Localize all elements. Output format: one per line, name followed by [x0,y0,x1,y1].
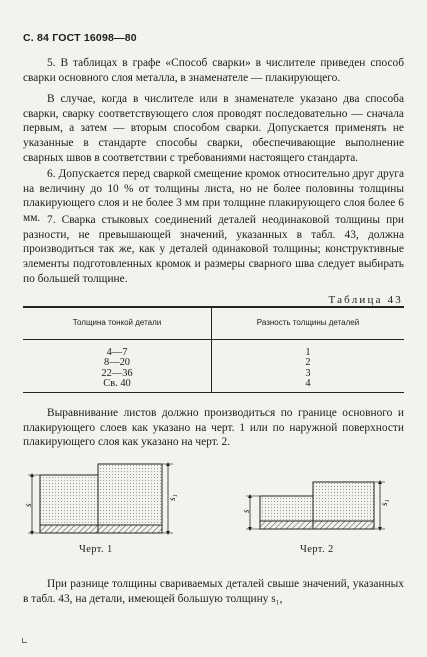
table-cell: 2 [305,357,311,369]
paragraph-6: 6. Допускается перед сваркой смещение кромок относительно друг друга на величину до 10 % от толщины листа, но не более половины толщины плакирующего слоя и не более 3 мм при толщине плакирующего слоя более 6 мм. [23,168,404,225]
paragraph-7: 7. Сварка стыковых соединений деталей неодинаковой толщины при разности, не превышающей значений, указанных в табл. 43, должна производиться так же, как у деталей одинаковой толщины; конструктивные элементы подготовленных кромок и размеры сварного шва следует выбирать по большей толщине. [23,214,404,285]
table-cell: 4—7 [106,347,128,358]
fig2-dim-s: s [241,509,251,513]
table-header-thin-part: Толщина тонкой детали [72,318,162,327]
figure-caption-2: Черт. 2 [300,544,334,555]
paragraph-5-continued: В случае, когда в числителе или в знаменателе указано два способа сварки, сварку соответствующего слоя проводят последовательно — сначала первым, а затем — вторым способом сварки. Допускается применять не указанные в стандарте способы сварки, обеспечивающие выполнение сварных швов в соответствии с требованиями настоящего стандарта. [23,93,404,164]
table-header-difference: Разность толщины деталей [256,318,360,327]
table-43 [23,306,404,393]
drawings [18,446,413,558]
figure-caption-1: Черт. 1 [79,544,113,555]
paragraph-alignment: Выравнивание листов должно производиться по границе основного и плакирующего слоев как указано на черт. 1 или по наружной поверхности плакирующего слоя как указано на черт. 2. [23,407,404,449]
drawing-1 [23,464,177,533]
table-rule-bottom [23,392,404,393]
fig1-dim-s1: s₁ [167,494,177,501]
fig2-dim-s1: s₁ [379,499,389,506]
table-rule-top [23,306,404,308]
corner-mark [22,638,27,643]
table-cell: 8—20 [104,357,130,369]
table-cell: 1 [305,347,311,358]
table-column-difference [212,348,404,390]
paragraph-5: 5. В таблицах в графе «Способ сварки» в числителе приведен способ сварки основного слоя металла, в знаменателе — плакирующего. [23,57,404,84]
table-rule-header [23,339,404,340]
table-cell: 4 [305,378,311,390]
table-cell: 22—36 [101,367,133,379]
table-cell: Св. 40 [103,378,131,390]
page-header: С. 84 ГОСТ 16098—80 [23,32,137,44]
table-caption: Таблица 43 [328,294,403,306]
table-column-thickness [23,348,211,390]
table-cell: 3 [305,367,311,379]
fig1-dim-s: s [23,503,33,507]
drawing-2 [241,482,389,529]
paragraph-thickness-difference: При разнице толщины свариваемых деталей свыше значений, указанных в табл. 43, на детали, имеющей большую толщину s₁, [23,578,404,605]
